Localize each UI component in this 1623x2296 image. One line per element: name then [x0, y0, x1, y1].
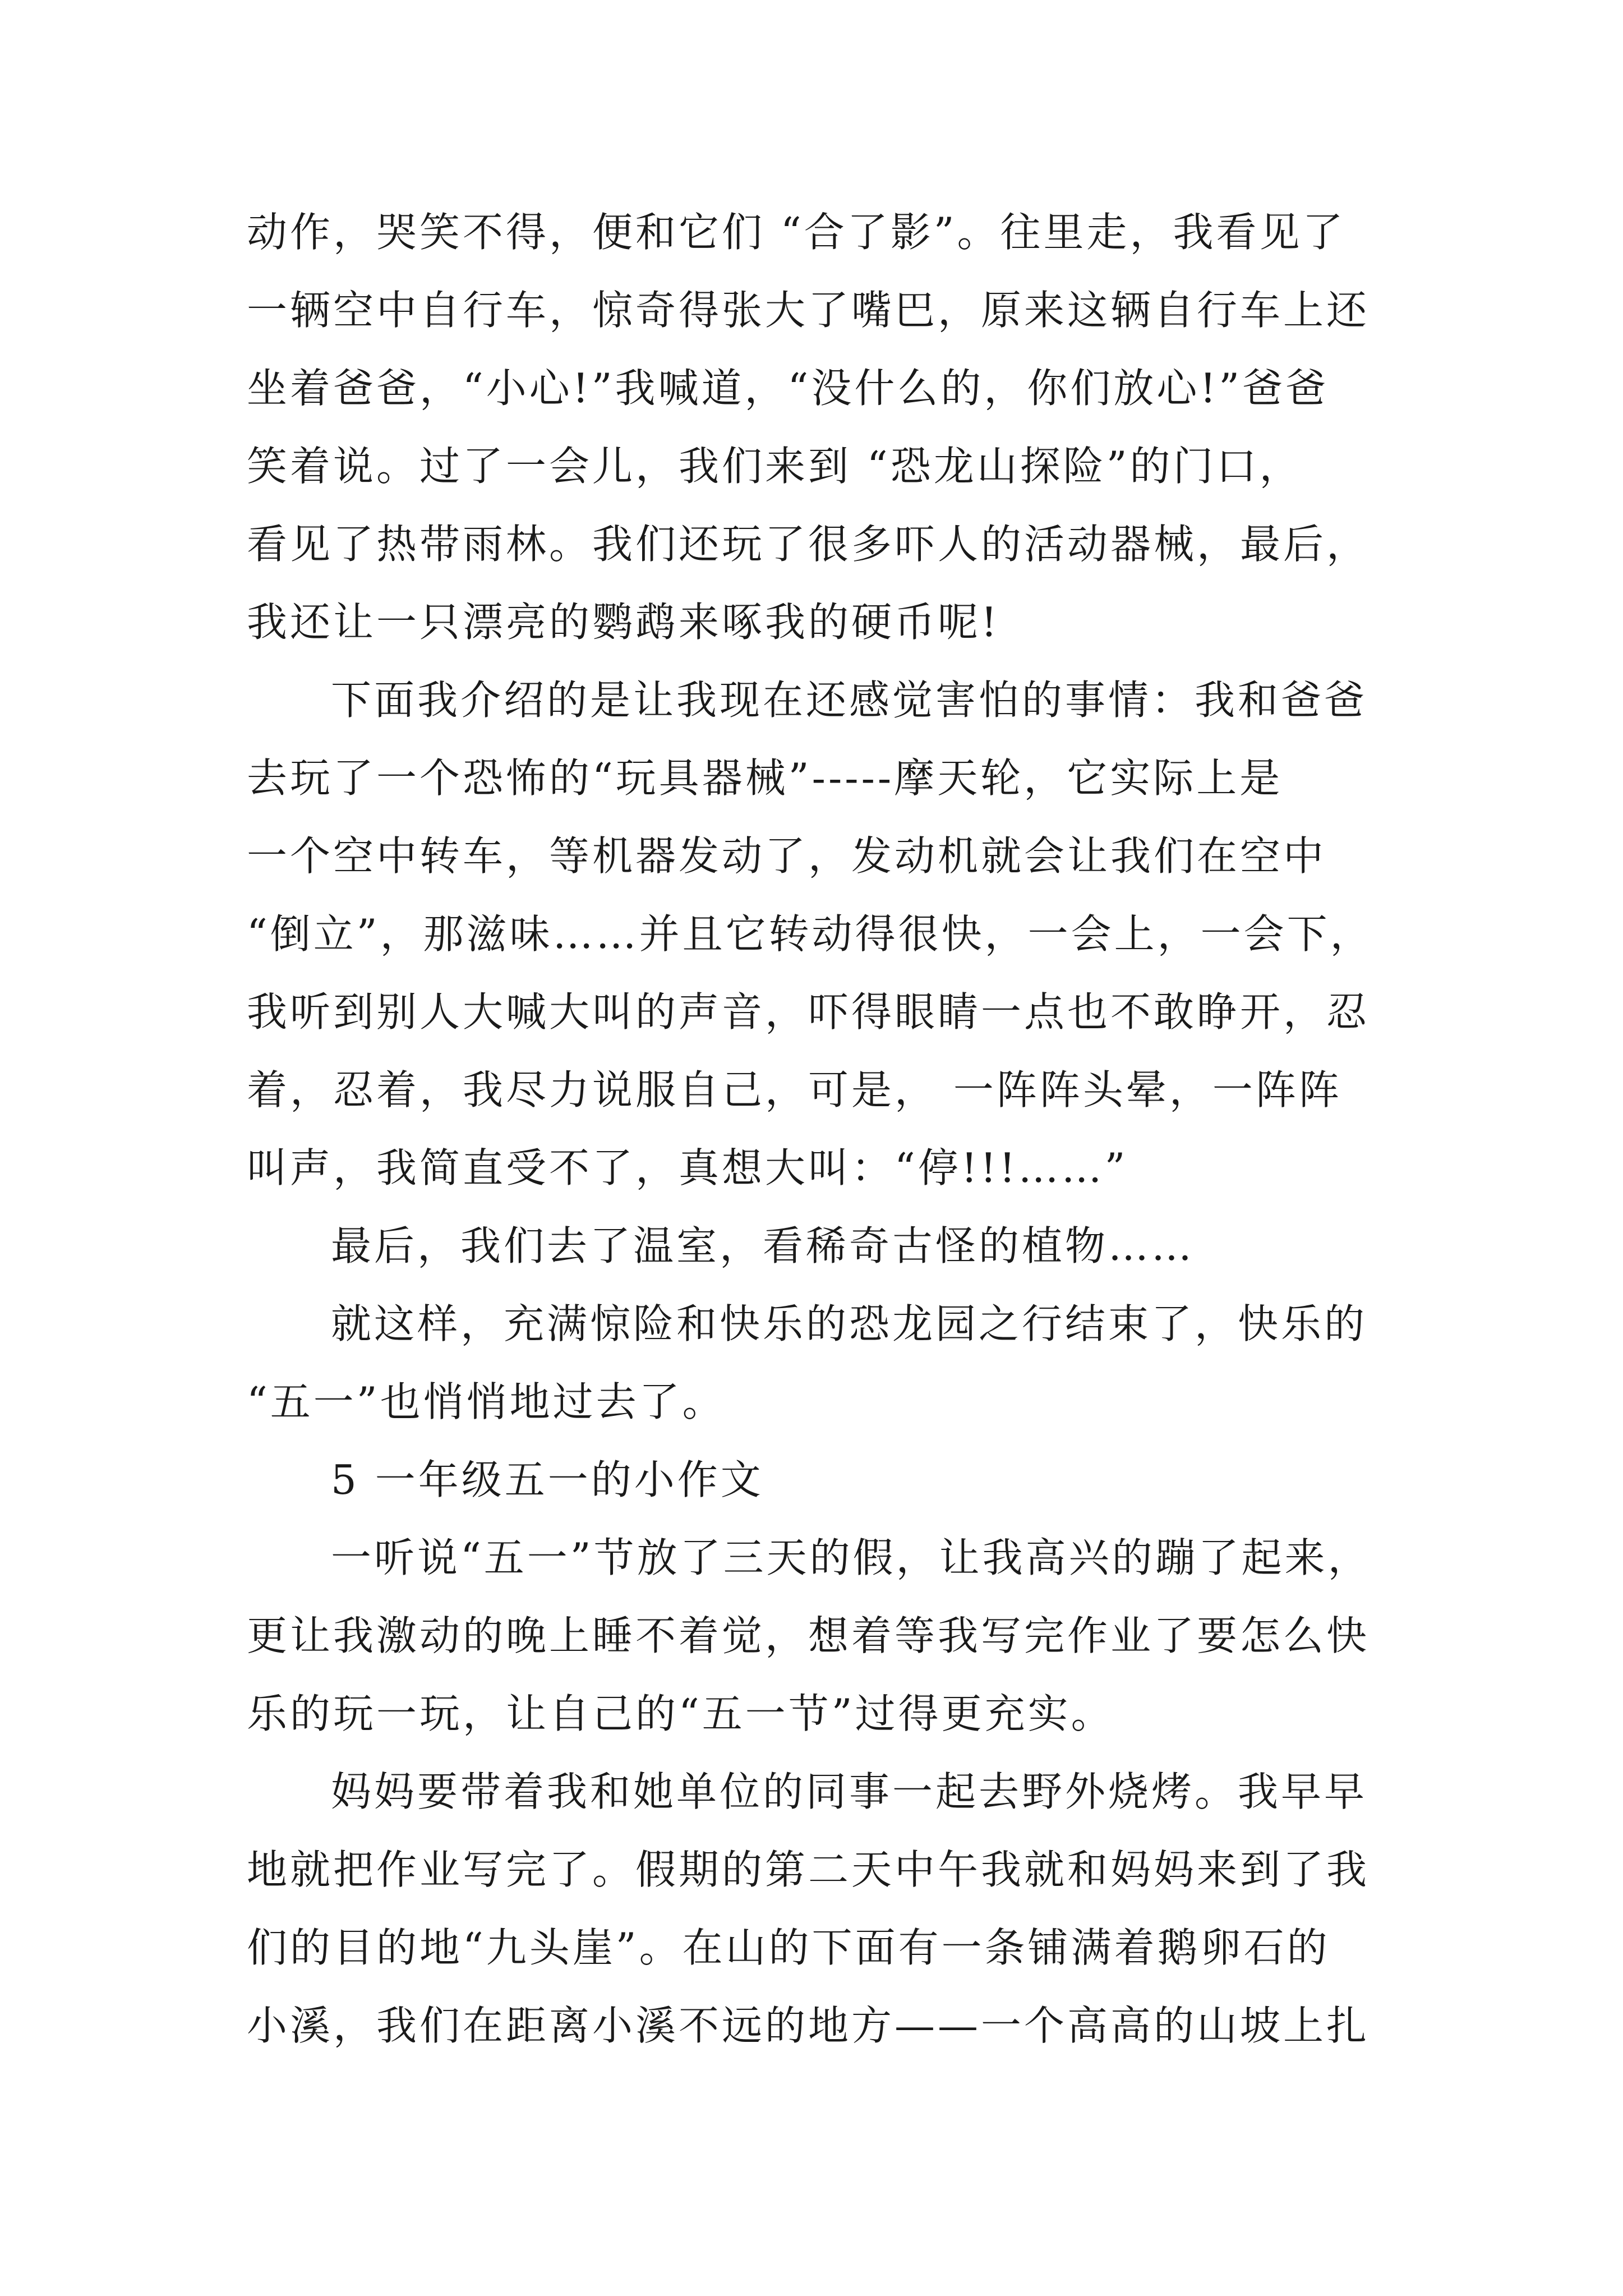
text-line: 们的目的地“九头崖”。在山的下面有一条铺满着鹅卵石的 [247, 1924, 1330, 1971]
text-line: 地就把作业写完了。假期的第二天中午我就和妈妈来到了我 [247, 1846, 1370, 1893]
paragraph [247, 1519, 1391, 1753]
text-line: 看见了热带雨林。我们还玩了很多吓人的活动器械，最后， [247, 521, 1370, 568]
paragraph [247, 1285, 1391, 1441]
text-line: 坐着爸爸，“小心!”我喊道，“没什么的，你们放心!”爸爸 [247, 365, 1329, 412]
text-line: 笑着说。过了一会儿，我们来到 “恐龙山探险”的门口， [247, 443, 1303, 490]
text-line: “倒立”，那滋味……并且它转动得很快，一会上，一会下， [247, 910, 1373, 958]
text-line: 下面我介绍的是让我现在还感觉害怕的事情：我和爸爸 [331, 677, 1368, 724]
text-line: 一个空中转车，等机器发动了，发动机就会让我们在空中 [247, 832, 1327, 880]
paragraph [247, 661, 1391, 1207]
text-line: 去玩了一个恐怖的“玩具器械”-----摩天轮，它实际上是 [247, 754, 1283, 802]
text-line: 动作，哭笑不得，便和它们 “合了影”。往里走，我看见了 [247, 209, 1346, 256]
text-line: 一听说“五一”节放了三天的假，让我高兴的蹦了起来， [331, 1534, 1371, 1581]
text-line: 着，忍着，我尽力说服自己，可是， 一阵阵头晕，一阵阵 [247, 1066, 1342, 1114]
text-line: 乐的玩一玩，让自己的“五一节”过得更充实。 [247, 1690, 1114, 1737]
text-line: 我还让一只漂亮的鹦鹉来啄我的硬币呢! [247, 599, 1000, 646]
text-line: 叫声，我简直受不了，真想大叫：“停!!!……” [247, 1144, 1128, 1191]
text-line: 最后，我们去了温室，看稀奇古怪的植物…… [331, 1222, 1195, 1269]
text-line: 更让我激动的晚上睡不着觉，想着等我写完作业了要怎么快 [247, 1612, 1370, 1659]
text-line: 就这样，充满惊险和快乐的恐龙园之行结束了，快乐的 [331, 1300, 1368, 1347]
section-heading [247, 1441, 1391, 1519]
paragraph [247, 1753, 1391, 2065]
text-line: “五一”也悄悄地过去了。 [247, 1378, 726, 1425]
text-line: 一辆空中自行车，惊奇得张大了嘴巴，原来这辆自行车上还 [247, 287, 1370, 334]
paragraph [247, 194, 1391, 661]
document-body [247, 194, 1391, 2065]
text-line: 我听到别人大喊大叫的声音，吓得眼睛一点也不敢睁开，忍 [247, 988, 1370, 1036]
text-line: 妈妈要带着我和她单位的同事一起去野外烧烤。我早早 [331, 1768, 1368, 1815]
heading-text: 5 一年级五一的小作文 [331, 1456, 764, 1503]
paragraph [247, 1207, 1391, 1285]
text-line: 小溪，我们在距离小溪不远的地方——一个高高的山坡上扎 [247, 2002, 1370, 2049]
